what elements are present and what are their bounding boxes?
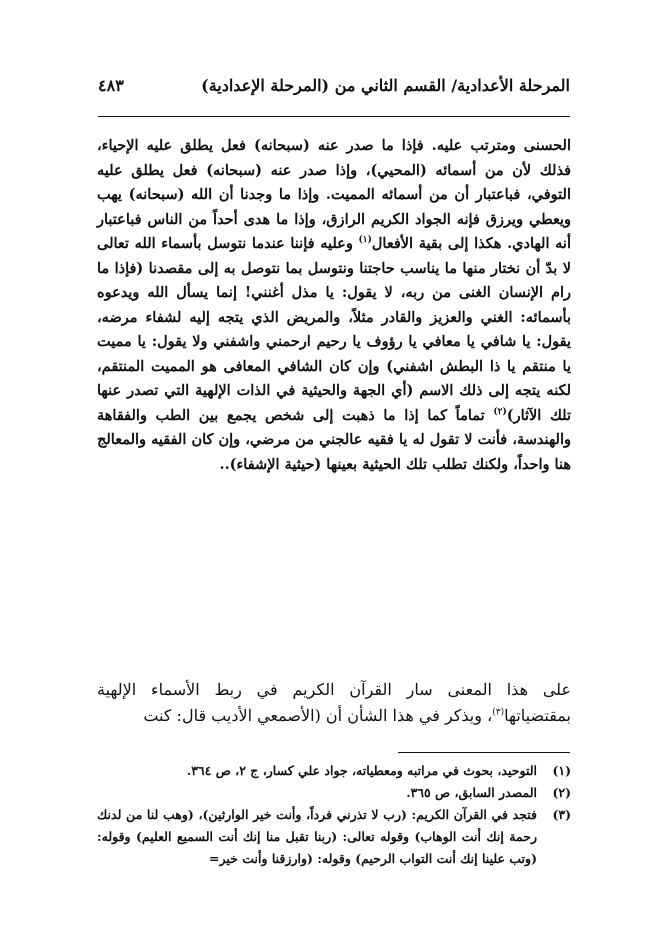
footnote-ref-1[interactable]: (١)	[358, 235, 372, 246]
footnote-ref-2[interactable]: (٢)	[493, 406, 507, 417]
body-paragraph-1	[97, 134, 571, 477]
page-number: ٤٨٣	[98, 76, 124, 95]
footnote-text: التوحيد، بحوث في مراتبه ومعطياته، جواد علي كسار، ج ٢، ص ٣٦٤.	[186, 763, 537, 778]
footnote-item	[97, 760, 571, 782]
paragraph-1-text-a: الحسنى ومترتب عليه. فإذا ما صدر عنه (سبحانه) فعل يطلق عليه الإحياء، فذلك لأن من أسمائه (المحيي)، وإذا صدر عنه (سبحانه) فعل يطلق عليه التوفي، فباعتبار أن من أسمائه المميت. وإذا ما وجدنا أن الله (سبحانه) يهب ويعطي ويرزق فإنه الجواد الكريم الرازق، وإذا ما هدى أحداً من الناس فباعتبار أنه الهادي. هكذا إلى بقية الأفعال	[97, 137, 571, 252]
paragraph-2-text-b: ، ويذكر في هذا الشأن أن (الأصمعي الأديب قال: كنت	[143, 706, 493, 725]
paragraph-2-text-a: على هذا المعنى سار القرآن الكريم في ربط الأسماء الإلهية بمقتضياتها	[97, 680, 571, 725]
header-divider	[98, 116, 570, 117]
footnote-item	[97, 804, 571, 870]
running-header	[98, 72, 570, 100]
body-paragraph-2	[97, 677, 571, 729]
footnote-number: (١)	[552, 763, 571, 778]
footnotes	[97, 760, 571, 870]
footnote-ref-3[interactable]: (٣)	[492, 707, 505, 718]
footnote-divider	[398, 752, 570, 753]
footnote-number: (٢)	[552, 785, 571, 800]
paragraph-1-text-c: تماماً كما إذا ما ذهبت إلى شخص يجمع بين الطب والفقاهة والهندسة، فأنت لا تقول له يا فقيه عالجني من مرضي، وإن كان الفقيه والمعالج هنا واحداً، ولكنك تطلب تلك الحيثية بعينها (حيثية الإشفاء)..	[97, 406, 571, 473]
running-header-title: المرحلة الأعدادية/ القسم الثاني من (المرحلة الإعدادية)	[201, 76, 570, 95]
footnote-text: فتجد في القرآن الكريم: (رب لا تذرني فرداً، وأنت خير الوارثين)، (وهب لنا من لدنك رحمة إنك أنت الوهاب) وقوله تعالى: (ربنا تقبل منا إنك أنت السميع العليم) وقوله: (وتب علينا إنك أنت التواب الرحيم) وقوله: (وارزقنا وأنت خير=	[97, 807, 537, 866]
footnote-text: المصدر السابق، ص ٣٦٥.	[406, 785, 537, 800]
footnote-item	[97, 782, 571, 804]
paragraph-1-text-b: وعليه فإننا عندما نتوسل بأسماء الله تعالى لا بدّ أن نختار منها ما يناسب حاجتنا ونتوسل بما نتوصل به إلى مقصدنا (فإذا ما رام الإنسان الغنى من ربه، لا يقول: يا مذل أغنني! إنما يسأل الله ويدعوه بأسمائه: الغني والعزيز والقادر مثلاً، والمريض الذي يتجه إليه لشفاء مرضه، يقول: يا شافي يا معافي يا رؤوف يا رحيم ارحمني واشفني ولا يقول: يا مميت يا منتقم يا ذا البطش اشفني) وإن كان الشافي المعافى هو المميت المنتقم، لكنه يتجه إلى ذلك الاسم (أي الجهة والحيثية في الذات الإلهية التي تصدر عنها تلك الآثار)	[97, 235, 571, 424]
footnote-number: (٣)	[552, 807, 571, 822]
